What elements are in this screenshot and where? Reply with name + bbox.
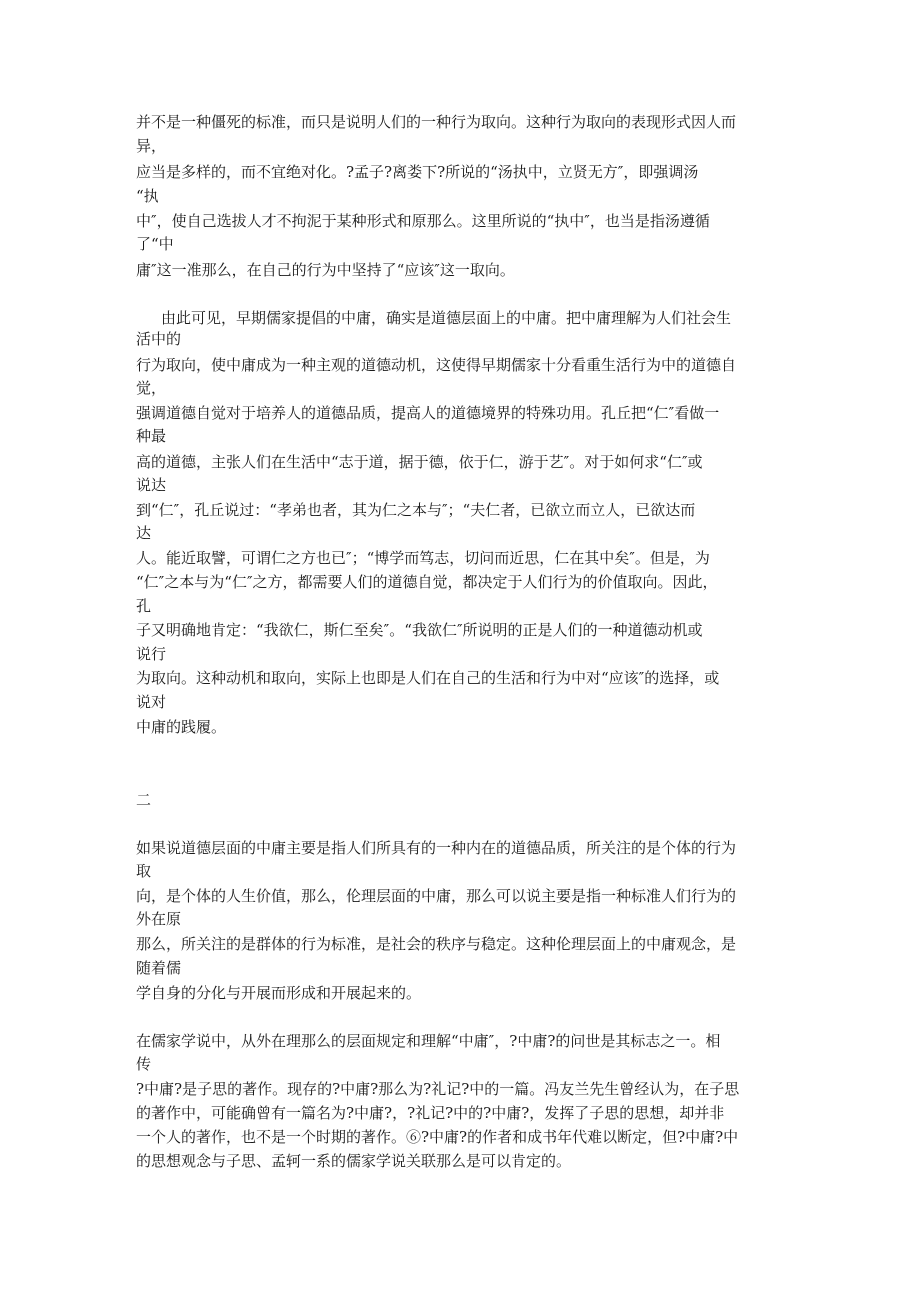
text-line: 强调道德自觉对于培养人的道德品质，提高人的道德境界的特殊功用。孔丘把“仁″看做一 bbox=[136, 404, 720, 422]
text-line: 说达 bbox=[136, 476, 167, 494]
text-line: 中庸的践履。 bbox=[136, 718, 227, 736]
text-line: 的著作中，可能确曾有一篇名为?中庸?，?礼记?中的?中庸?，发挥了子思的思想，却并非 bbox=[136, 1104, 725, 1122]
text-line: 向，是个体的人生价值，那么，伦理层面的中庸，那么可以说主要是指一种标准人们行为的 bbox=[136, 887, 737, 905]
text-line: 取 bbox=[136, 862, 152, 880]
text-line: 高的道德，主张人们在生活中“志于道，据于德，依于仁，游于艺″。对于如何求“仁″或 bbox=[136, 453, 703, 471]
text-line: 一个人的著作，也不是一个时期的著作。⑥?中庸?的作者和成书年代难以断定，但?中庸?中 bbox=[136, 1128, 739, 1146]
text-line: 随着儒 bbox=[136, 959, 182, 977]
text-line: 学自身的分化与开展而形成和开展起来的。 bbox=[136, 984, 422, 1002]
text-line: 中″，使自己选拔人才不拘泥于某种形式和原那么。这里所说的“执中″，也当是指汤遵循 bbox=[136, 212, 710, 230]
text-line: 如果说道德层面的中庸主要是指人们所具有的一种内在的道德品质，所关注的是个体的行为 bbox=[136, 839, 737, 857]
text-line: 种最 bbox=[136, 427, 167, 445]
text-line: 异， bbox=[136, 137, 167, 155]
text-line: 那么，所关注的是群体的行为标准，是社会的秩序与稳定。这种伦理层面上的中庸观念，是 bbox=[136, 935, 737, 953]
text-line: 达 bbox=[136, 524, 152, 542]
text-line: ?中庸?是子思的著作。现存的?中庸?那么为?礼记?中的一篇。冯友兰先生曾经认为，在子思 bbox=[136, 1080, 740, 1098]
text-line: 说对 bbox=[136, 693, 167, 711]
text-line: 传 bbox=[136, 1055, 152, 1073]
text-line: 由此可见，早期儒家提倡的中庸，确实是道德层面上的中庸。把中庸理解为人们社会生 bbox=[161, 309, 732, 327]
text-line: 说行 bbox=[136, 645, 167, 663]
text-line: 到“仁″，孔丘说过：“孝弟也者，其为仁之本与″；“夫仁者，已欲立而立人，已欲达而 bbox=[136, 501, 696, 519]
section-heading: 二 bbox=[136, 791, 152, 809]
text-line: 并不是一种僵死的标准，而只是说明人们的一种行为取向。这种行为取向的表现形式因人而 bbox=[136, 113, 737, 131]
text-line: 庸″这一准那么，在自己的行为中坚持了“应该″这一取向。 bbox=[136, 261, 515, 279]
text-line: 行为取向，使中庸成为一种主观的道德动机，这使得早期儒家十分看重生活行为中的道德自 bbox=[136, 356, 737, 374]
text-line: 人。能近取譬，可谓仁之方也已″；“博学而笃志，切问而近思，仁在其中矣″。但是，为 bbox=[136, 549, 710, 567]
text-line: 觉， bbox=[136, 379, 167, 397]
text-line: “执 bbox=[136, 187, 159, 205]
text-line: 外在原 bbox=[136, 910, 182, 928]
text-line: 在儒家学说中，从外在理那么的层面规定和理解“中庸″，?中庸?的问世是其标志之一。相 bbox=[136, 1032, 721, 1050]
text-line: 为取向。这种动机和取向，实际上也即是人们在自己的生活和行为中对“应该″的选择，或 bbox=[136, 669, 720, 687]
text-line: 应当是多样的，而不宜绝对化。?孟子?离娄下?所说的“汤执中，立贤无方″，即强调汤 bbox=[136, 163, 699, 181]
text-line: 活中的 bbox=[136, 330, 182, 348]
text-line: 了“中 bbox=[136, 235, 174, 253]
text-line: 的思想观念与子思、孟轲一系的儒家学说关联那么是可以肯定的。 bbox=[136, 1152, 572, 1170]
text-line: “仁″之本与为“仁″之方，都需要人们的道德自觉，都决定于人们行为的价值取向。因此， bbox=[136, 573, 718, 591]
text-line: 子又明确地肯定：“我欲仁，斯仁至矣″。“我欲仁″所说明的正是人们的一种道德动机或 bbox=[136, 621, 703, 639]
text-line: 孔 bbox=[136, 597, 152, 615]
